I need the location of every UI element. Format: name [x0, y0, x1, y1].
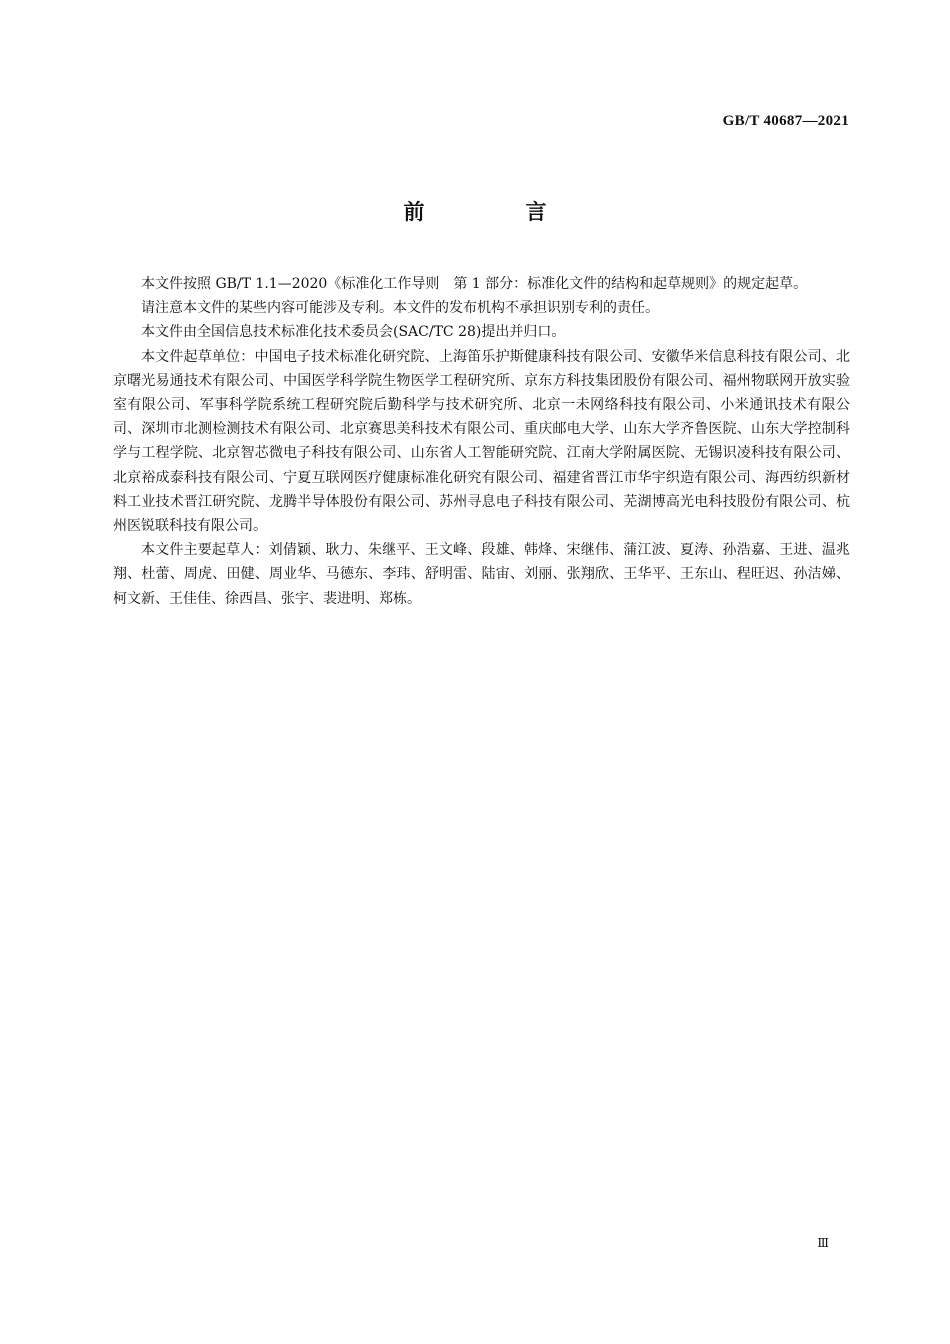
page-number: Ⅲ [817, 1236, 829, 1250]
foreword-body [113, 272, 850, 611]
page-title: 前 言 [403, 200, 587, 224]
paragraph-drafters: 本文件主要起草人：刘倩颖、耿力、朱继平、王文峰、段雄、韩烽、宋继伟、蒲江波、夏涛、孙浩嘉、王进、温兆翔、杜蕾、周虎、田健、周业华、马德东、李玮、舒明雷、陆宙、刘丽、张翔欣、王华平、王东山、程旺迟、孙洁娣、柯文新、王佳佳、徐西昌、张宇、裴进明、郑栋。 [113, 542, 850, 607]
paragraph-drafting-rules: 本文件按照 GB/T 1.1—2020《标准化工作导则 第 1 部分：标准化文件的结构和起草规则》的规定起草。 [141, 276, 808, 292]
paragraph-patent-notice: 请注意本文件的某些内容可能涉及专利。本文件的发布机构不承担识别专利的责任。 [141, 300, 659, 317]
standard-code: GB/T 40687—2021 [722, 113, 849, 129]
paragraph-drafting-units: 本文件起草单位：中国电子技术标准化研究院、上海笛乐护斯健康科技有限公司、安徽华米信息科技有限公司、北京曙光易通技术有限公司、中国医学科学院生物医学工程研究所、京东方科技集团股份有限公司、福州物联网开放实验室有限公司、军事科学院系统工程研究院后勤科学与技术研究所、北京一未网络科技有限公司、小米通讯技术有限公司、深圳市北测检测技术有限公司、北京赛思美科技术有限公司、重庆邮电大学、山东大学齐鲁医院、山东大学控制科学与工程学院、北京智芯微电子科技有限公司、山东省人工智能研究院、江南大学附属医院、无锡识凌科技有限公司、北京裕成泰科技有限公司、宁夏互联网医疗健康标准化研究有限公司、福建省晋江市华宇织造有限公司、海西纺织新材料工业技术晋江研究院、龙腾半导体股份有限公司、苏州寻息电子科技有限公司、芜湖博高光电科技股份有限公司、杭州医锐联科技有限公司。 [113, 348, 850, 535]
paragraph-proposer: 本文件由全国信息技术标准化技术委员会(SAC/TC 28)提出并归口。 [141, 324, 566, 341]
